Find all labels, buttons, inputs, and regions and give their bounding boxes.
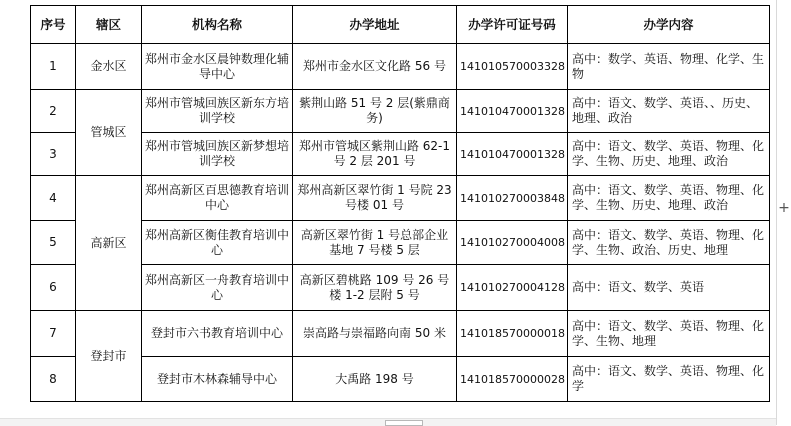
header-index: 序号 bbox=[31, 6, 76, 44]
cell-content: 高中：语文、数学、英语、物理、化学 bbox=[568, 357, 770, 402]
cell-license: 141010470001328 bbox=[457, 90, 568, 133]
table-row bbox=[31, 90, 770, 133]
cell-license: 141010470001328 bbox=[457, 133, 568, 176]
cell-index: 3 bbox=[31, 133, 76, 176]
cell-name: 郑州高新区一舟教育培训中心 bbox=[142, 265, 293, 311]
cell-content: 高中：语文、数学、英语、物理、化学、生物、历史、地理、政治 bbox=[568, 176, 770, 221]
cell-name: 登封市木林森辅导中心 bbox=[142, 357, 293, 402]
cell-index: 2 bbox=[31, 90, 76, 133]
cell-license: 141010570003328 bbox=[457, 44, 568, 90]
table-row bbox=[31, 44, 770, 90]
cell-district: 金水区 bbox=[76, 44, 142, 90]
cell-content: 高中：语文、数学、英语、物理、化学、生物、政治、历史、地理 bbox=[568, 221, 770, 265]
header-district: 辖区 bbox=[76, 6, 142, 44]
cell-address: 郑州市金水区文化路 56 号 bbox=[293, 44, 457, 90]
cell-index: 8 bbox=[31, 357, 76, 402]
cell-address: 郑州高新区翠竹街 1 号院 23 号楼 01 号 bbox=[293, 176, 457, 221]
cell-address: 高新区碧桃路 109 号 26 号楼 1-2 层附 5 号 bbox=[293, 265, 457, 311]
table-row bbox=[31, 311, 770, 357]
table-header-row bbox=[31, 6, 770, 44]
header-name: 机构名称 bbox=[142, 6, 293, 44]
table-row bbox=[31, 265, 770, 311]
cell-address: 大禹路 198 号 bbox=[293, 357, 457, 402]
table-row bbox=[31, 357, 770, 402]
cell-license: 141010270004008 bbox=[457, 221, 568, 265]
cell-license: 141010270003848 bbox=[457, 176, 568, 221]
institution-table bbox=[30, 5, 770, 402]
cell-name: 郑州市管城回族区新东方培训学校 bbox=[142, 90, 293, 133]
table-row bbox=[31, 221, 770, 265]
plus-icon[interactable]: + bbox=[778, 200, 790, 216]
cell-district: 登封市 bbox=[76, 311, 142, 402]
cell-address: 高新区翠竹街 1 号总部企业基地 7 号楼 5 层 bbox=[293, 221, 457, 265]
cell-index: 6 bbox=[31, 265, 76, 311]
cell-name: 登封市六书教育培训中心 bbox=[142, 311, 293, 357]
cell-license: 141018570000028 bbox=[457, 357, 568, 402]
cell-index: 5 bbox=[31, 221, 76, 265]
cell-address: 紫荆山路 51 号 2 层(紫鼎商务) bbox=[293, 90, 457, 133]
cell-name: 郑州高新区衡佳教育培训中心 bbox=[142, 221, 293, 265]
table-row bbox=[31, 133, 770, 176]
cell-district: 管城区 bbox=[76, 90, 142, 176]
cell-address: 郑州市管城区紫荆山路 62-1 号 2 层 201 号 bbox=[293, 133, 457, 176]
cell-name: 郑州市管城回族区新梦想培训学校 bbox=[142, 133, 293, 176]
scrollbar-thumb[interactable] bbox=[385, 420, 423, 426]
cell-index: 1 bbox=[31, 44, 76, 90]
cell-content: 高中：语文、数学、英语、、历史、地理、政治 bbox=[568, 90, 770, 133]
cell-content: 高中：语文、数学、英语 bbox=[568, 265, 770, 311]
cell-name: 郑州市金水区晨钟数理化辅导中心 bbox=[142, 44, 293, 90]
cell-content: 高中：语文、数学、英语、物理、化学、生物、历史、地理、政治 bbox=[568, 133, 770, 176]
cell-license: 141018570000018 bbox=[457, 311, 568, 357]
cell-address: 崇高路与崇福路向南 50 米 bbox=[293, 311, 457, 357]
cell-index: 7 bbox=[31, 311, 76, 357]
cell-content: 高中：数学、英语、物理、化学、生物 bbox=[568, 44, 770, 90]
header-license: 办学许可证号码 bbox=[457, 6, 568, 44]
cell-name: 郑州高新区百思德教育培训中心 bbox=[142, 176, 293, 221]
header-content: 办学内容 bbox=[568, 6, 770, 44]
cell-license: 141010270004128 bbox=[457, 265, 568, 311]
cell-district: 高新区 bbox=[76, 176, 142, 311]
cell-index: 4 bbox=[31, 176, 76, 221]
header-address: 办学地址 bbox=[293, 6, 457, 44]
table-row bbox=[31, 176, 770, 221]
cell-content: 高中：语文、数学、英语、物理、化学、生物、地理 bbox=[568, 311, 770, 357]
